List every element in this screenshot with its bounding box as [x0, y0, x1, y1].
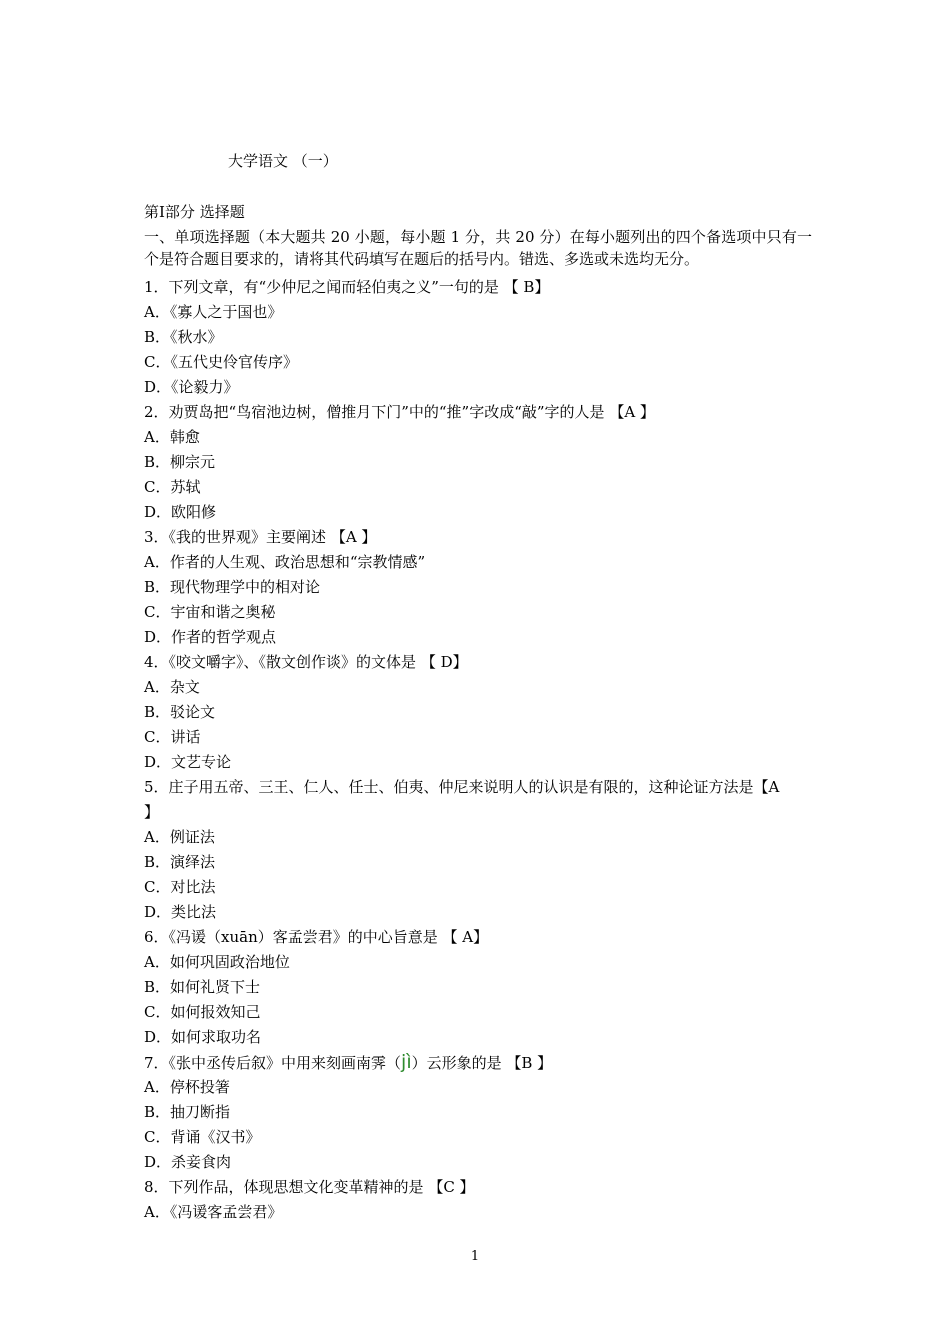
answer-option: B．《秋水》 [144, 328, 223, 346]
question-stem: 4．《咬文嚼字》、《散文创作谈》的文体是 【 D】 [144, 653, 468, 671]
question-stem: 3．《我的世界观》主要阐述 【A 】 [144, 528, 377, 546]
answer-option: C．如何报效知己 [144, 1003, 261, 1021]
answer-option: C．对比法 [144, 878, 216, 896]
question-stem: 2．劝贾岛把“鸟宿池边树，僧推月下门”中的“推”字改成“敲”字的人是 【A 】 [144, 403, 655, 421]
question-stem: 8．下列作品，体现思想文化变革精神的是 【C 】 [144, 1178, 475, 1196]
answer-option: C．苏轼 [144, 478, 201, 496]
question-stem-continuation: 】 [144, 803, 160, 821]
answer-option: D．文艺专论 [144, 753, 232, 771]
answer-option: C．讲话 [144, 728, 201, 746]
document-body [144, 201, 812, 1226]
question-stem-before: 7．《张中丞传后叙》中用来刻画南霁（ [144, 1054, 402, 1072]
answer-option: D．类比法 [144, 903, 217, 921]
instructions-paragraph: 一、单项选择题（本大题共 20 小题，每小题 1 分，共 20 分）在每小题列出的四个备选项中只有一个是符合题目要求的，请将其代码填写在题后的括号内。错选、多选或未选均无分。 [144, 228, 812, 268]
answer-option: A．韩愈 [144, 428, 200, 446]
answer-option: B．现代物理学中的相对论 [144, 578, 321, 596]
answer-option: A．作者的人生观、政治思想和“宗教情感” [144, 553, 426, 571]
answer-option: D．如何求取功名 [144, 1028, 262, 1046]
answer-option: A．例证法 [144, 828, 215, 846]
answer-option: A．杂文 [144, 678, 200, 696]
answer-option: B．柳宗元 [144, 453, 216, 471]
question-stem [144, 1051, 812, 1076]
answer-option: A．《冯谖客孟尝君》 [144, 1203, 283, 1221]
answer-option: A．《寡人之于国也》 [144, 303, 283, 321]
question-stem-after: ）云形象的是 【B 】 [411, 1054, 553, 1072]
answer-option: B．驳论文 [144, 703, 216, 721]
answer-option: C．宇宙和谐之奥秘 [144, 603, 276, 621]
answer-option: B．如何礼贤下士 [144, 978, 261, 996]
answer-option: C．《五代史伶官传序》 [144, 353, 298, 371]
pinyin-annotation: jì [401, 1051, 412, 1073]
answer-option: D．作者的哲学观点 [144, 628, 277, 646]
answer-option: D．欧阳修 [144, 503, 217, 521]
answer-option: D．杀妾食肉 [144, 1153, 232, 1171]
answer-option: D．《论毅力》 [144, 378, 239, 396]
document-title: 大学语文 （一） [228, 152, 338, 170]
answer-option: B．抽刀断指 [144, 1103, 231, 1121]
question-stem: 1．下列文章，有“少仲尼之闻而轻伯夷之义”一句的是 【 B】 [144, 278, 550, 296]
answer-option: A．停杯投箸 [144, 1078, 230, 1096]
answer-option: B．演绎法 [144, 853, 216, 871]
answer-option: A．如何巩固政治地位 [144, 953, 290, 971]
answer-option: C．背诵《汉书》 [144, 1128, 261, 1146]
question-stem: 6．《冯谖（xuān）客孟尝君》的中心旨意是 【 A】 [144, 928, 489, 946]
question-stem: 5．庄子用五帝、三王、仁人、任士、伯夷、仲尼来说明人的认识是有限的，这种论证方法是【A [144, 778, 780, 796]
page-number: 1 [470, 1249, 480, 1264]
section-heading: 第Ⅰ部分 选择题 [144, 203, 245, 221]
